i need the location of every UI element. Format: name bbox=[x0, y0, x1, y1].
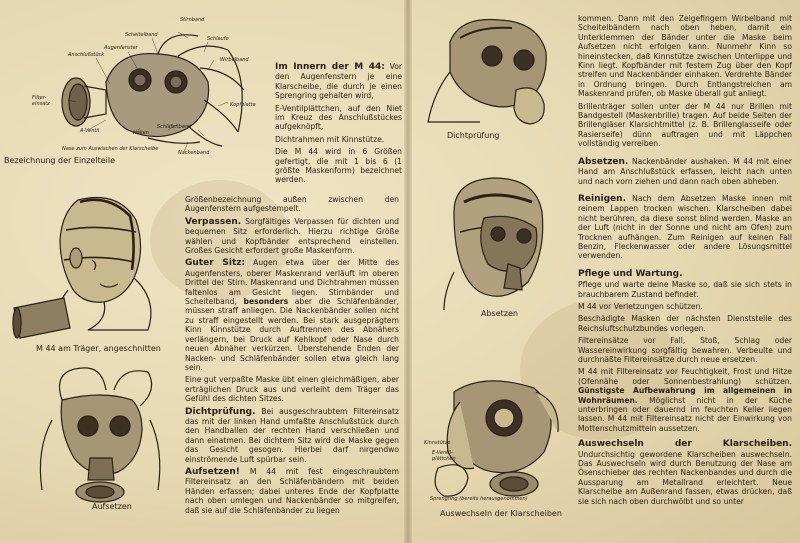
label-scheitelband: Scheitelband bbox=[125, 32, 158, 38]
emphasis-besonders: besonders bbox=[243, 297, 289, 307]
paragraph-reinigen: Nach dem Absetzen Maske innen mit reinem Lappen trocken wischen. Klarscheiben dabei nicht berühren, da diese sonst blind werden. Maske an der Luft (nicht in der Sonne und nicht am Ofen) zum Trocknen aufhängen. Zum Reinigen auf keinen Fall Benzin, Fleckenwasser oder andere Lösungsmittel verwenden. bbox=[578, 193, 792, 261]
heading-klarscheiben: Auswechseln der Klarscheiben. bbox=[578, 439, 792, 450]
caption-bezeichnung: Bezeichnung der Einzelteile bbox=[4, 156, 116, 165]
caption-dichtpruefung: Dichtprüfung bbox=[447, 131, 500, 140]
paragraph-brillentraeger: Brillenträger sollen unter der M 44 nur Brillen mit Bandgestell (Maskenbrille) tragen. Auf beide Seiten der Brillengläser Klarsichtmittel (z. B. Brillenglasseife oder Rasierseife) dünn auftragen und mit Läppchen vollständig verreiben. bbox=[578, 101, 792, 149]
label-schlaufe: Schlaufe bbox=[207, 36, 229, 42]
absetzen-illustration bbox=[424, 172, 569, 312]
paragraph-guter-sitz: Augen etwa über der Mitte des Augenfensters, oberer Maskenrand verläuft im oberen Drittel der Stirn. Maskenrand und Dichtrahmen müssen faltenlos am Gesicht liegen. Stirnbänder und Scheitelband, bbox=[185, 258, 399, 307]
heading-verpassen: Verpassen. bbox=[185, 216, 242, 227]
paragraph-absetzen: Nackenbänder aushaken. M 44 mit einer Hand am Anschlußstück erfassen, leicht nach unten und nach vorn ziehen und dann nach oben abheben. bbox=[578, 156, 792, 186]
label-nase: Nase zum Auswischen der Klarscheibe bbox=[62, 146, 159, 152]
paragraph-aufsetzen-cont: kommen. Dann mit den Zeigefingern Wirbelband mit Scheitelbändern nach oben heben, damit ein Unterklemmen der Bänder unter die Maske beim Aufsetzen nicht erfolgen kann. Nunmehr Kinn so hineinstecken, daß Kinnstütze zwischen Unterlippe und Kinn liegt. Kopfbänder mit festem Zug über den Kopf streifen und Nackenbänder einhaken. Verdrehte Bänder in Ordnung bringen. Durch Entlangstreichen am Maskenrand prüfen, ob Maske überall gut anliegt. bbox=[578, 14, 792, 99]
paragraph-innern: Vor den Augenfenstern je eine Klarscheibe, die durch je einen Sprengring gehalten wird, bbox=[275, 62, 402, 101]
paragraph-e-ventil: E-Ventilplättchen, auf den Niet im Kreuz des Anschlußstückes aufgeknöpft, bbox=[275, 103, 402, 132]
heading-pflege: Pflege und Wartung. bbox=[578, 268, 683, 279]
caption-absetzen: Absetzen bbox=[481, 309, 518, 318]
paragraph-klarscheiben: Undurchsichtig gewordene Klarscheiben auswechseln. Das Auswechseln wird durch Benutzung der Nase am Ösenschieber des rechten Nackenbandes und durch die Aussparung am Metallrand erleichtert. Neue Klarscheibe am Außenrand fassen, etwas drücken, daß sie sich nach oben durchwölbt und so unter bbox=[578, 449, 792, 506]
dichtpruefung-illustration bbox=[420, 12, 565, 130]
paragraph-pflege-6: Möglichst nicht in der Küche unterbringen oder dauernd im feuchten Keller liegen lassen. M 44 mit Filtereinsatz nicht der Einwirkung von Mottenschutzmitteln aussetzen. bbox=[578, 395, 792, 433]
heading-aufsetzen: Aufsetzen! bbox=[185, 466, 240, 477]
paragraph-pflege-1: Pflege und warte deine Maske so, daß sie sich stets in brauchbarem Zustand befindet. bbox=[578, 280, 792, 299]
caption-traeger: M 44 am Träger, angeschnitten bbox=[36, 344, 161, 353]
label-anschlussstueck: Anschlußstück bbox=[68, 52, 105, 58]
label-stirnband: Stirnband bbox=[180, 17, 205, 23]
label-e-ventil-plaettchen: E-Ventil- plättchen bbox=[432, 450, 456, 462]
heading-dichtpruefung: Dichtprüfung. bbox=[185, 406, 256, 417]
paragraph-pflege-4: Filtereinsätze vor Fall, Stoß, Schlag oder Wassereinwirkung sorgfältig bewahren. Verbeulte und durchnäßte Filtereinsätze durch neue ersetzen. bbox=[578, 336, 792, 364]
paragraph-pflege-5: M 44 mit Filtereinsatz vor Feuchtigkeit, Frost und Hitze (Ofennähe oder Sonnenbestrahlung) schützen. bbox=[578, 367, 792, 386]
label-kopfplatte: Kopfplatte bbox=[230, 102, 256, 108]
paragraph-dichtrahmen: Dichtrahmen mit Kinnstütze. bbox=[275, 134, 385, 144]
aufsetzen-illustration bbox=[22, 360, 172, 510]
caption-auswechseln: Auswechseln der Klarscheiben bbox=[440, 509, 562, 518]
label-schlaefenband: Schläfenband bbox=[157, 124, 192, 130]
label-haken: Haken bbox=[133, 130, 149, 136]
paragraph-verpasste-maske: Eine gut verpaßte Maske übt einen gleichmäßigen, aber erträglichen Druck aus und verleiht dem Träger das Gefühl des dichten Sitzes. bbox=[185, 375, 399, 404]
label-filtereinsatz: Filter- einsatz bbox=[32, 95, 50, 107]
paragraph-dichtpruefung: Bei ausgeschraubtem Filtereinsatz das mit der linken Hand umfaßte Anschlußstück durch den Handballen der rechten Hand verschließen und dann einatmen. Bei dichtem Sitz wird die Maske gegen das Gesicht gesogen. Hierbei darf nirgendwo einströmende Luft spürbar sein. bbox=[185, 406, 399, 464]
heading-reinigen: Reinigen. bbox=[578, 193, 626, 204]
label-a-ventil: A-Ventil bbox=[80, 128, 100, 134]
paragraph-guter-sitz-cont: aber die Schläfenbänder, müssen straff anliegen. Die Nackenbänder sollen nicht zu straff eingestellt werden. Bei stark ausgeprägtem Kinn Kinnstütze durch Auftrennen des Abnähers verlängern, bei Druck auf Kehlkopf oder Nase durch neuen Abnäher verkürzen. Überstehende Enden der Nacken- und Schläfenbänder sollen etwa gleich lang sein. bbox=[185, 297, 399, 372]
heading-guter-sitz: Guter Sitz: bbox=[185, 258, 246, 269]
paragraph-groessen: Die M 44 wird in 6 Größen gefertigt, die mit 1 bis 6 (1 größte Maskenform) bezeichnet werden. bbox=[275, 147, 402, 185]
page-fold bbox=[404, 0, 412, 543]
heading-innern: Im Innern der M 44: bbox=[275, 62, 385, 72]
emphasis-aufbewahrung: Günstigste Aufbewahrung im allgemeinen in Wohnräumen. bbox=[578, 386, 792, 405]
caption-aufsetzen: Aufsetzen bbox=[92, 502, 132, 511]
paragraph-verpassen: Sorgfältiges Verpassen für dichten und bequemen Sitz erforderlich. Hierzu richtige Größe wählen und Kopfbänder entsprechend einstellen. Großes Gesicht erfordert große Maskenform. bbox=[185, 216, 399, 256]
label-augenfenster: Augenfenster bbox=[104, 45, 138, 51]
label-wirbelband: Wirbelband bbox=[220, 57, 249, 63]
paragraph-pflege-2: M 44 vor Verletzungen schützen. bbox=[578, 301, 703, 311]
paragraph-groessen-cont: Größenbezeichnung außen zwischen den Augenfenstern aufgestempelt. bbox=[185, 195, 399, 214]
text-block-left-main bbox=[185, 195, 399, 535]
label-kinnstuetze: Kinnstütze bbox=[424, 440, 451, 446]
head-with-carrier-illustration bbox=[8, 180, 183, 340]
heading-absetzen: Absetzen. bbox=[578, 156, 629, 167]
paragraph-pflege-3: Beschädigte Masken der nächsten Dienststelle des Reichsluftschutzbundes vorlegen. bbox=[578, 314, 792, 333]
label-sprengring: Sprengring (bereits herausgenommen) bbox=[430, 496, 528, 502]
text-block-innern bbox=[275, 62, 402, 194]
paragraph-aufsetzen: M 44 mit fest eingeschraubtem Filtereinsatz an den Schläfenbändern mit beiden Händen erfassen; dabei unteres Ende der Kopfplatte nach oben umlegen und Nackenbänder so mitgreifen, daß sie auf die Schläfenbänder zu liegen bbox=[185, 466, 399, 515]
label-nackenband: Nackenband bbox=[178, 150, 210, 156]
text-block-right bbox=[578, 14, 792, 534]
